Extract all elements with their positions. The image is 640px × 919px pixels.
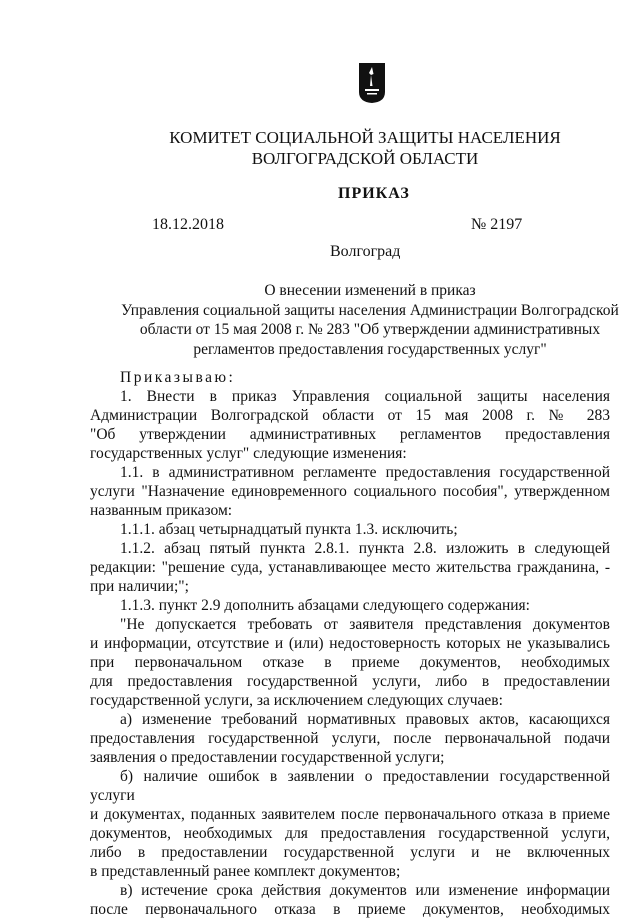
body-line: заявления о предоставлении государственной услуги; [90,749,445,766]
body-line: в представленный ранее комплект документов; [90,863,401,880]
body-line: предоставления государственной услуги, после первоначальной подачи [90,730,610,747]
body-line: для предоставления государственной услуги, либо в предоставлении [90,673,610,690]
body-line: 1.1. в административном регламенте предоставления государственной [120,464,610,481]
document-number: № 2197 [471,216,523,233]
body-line: 1. Внести в приказ Управления социальной защиты населения [120,388,610,405]
body-line: Администрации Волгоградской области от 15 мая 2008 г. № 283 [90,407,610,424]
org-line-1: КОМИТЕТ СОЦИАЛЬНОЙ ЗАЩИТЫ НАСЕЛЕНИЯ [169,128,561,147]
body-line: при наличии;"; [90,578,189,595]
subject-line-3: области от 15 мая 2008 г. № 283 "Об утверждении административных [139,321,601,338]
body-line: редакции: "решение суда, устанавливающее место жительства гражданина, - [90,559,610,576]
body-line: после первоначального отказа в приеме документов, необходимых [90,901,610,918]
coat-of-arms-icon [358,62,386,104]
body-line: либо в предоставлении государственной услуги и не включенных [90,844,610,861]
body-line: а) изменение требований нормативных правовых актов, касающихся [120,711,610,728]
body-line: названным приказом: [90,502,233,519]
body-line: государственной услуги, за исключением следующих случаев: [90,692,503,709]
document-subject [100,281,640,359]
document-type: ПРИКАЗ [338,185,410,202]
subject-line-4: регламентов предоставления государственных услуг" [193,340,547,358]
body-line: б) наличие ошибок в заявлении о предоставлении государственной услуги [90,768,610,804]
body-line: 1.1.2. абзац пятый пункта 2.8.1. пункта 2.8. изложить в следующей [120,540,610,557]
subject-line-1: О внесении изменений в приказ [264,282,476,299]
organization-name [0,127,640,169]
document-body [90,368,610,919]
document-city: Волгоград [330,243,401,260]
body-line: и документах, поданных заявителем после первоначального отказа в приеме [90,806,610,823]
subject-line-2: Управления социальной защиты населения Администрации Волгоградской [121,301,619,319]
body-line: "Не допускается требовать от заявителя представления документов [120,616,610,633]
body-line: "Об утверждении административных регламентов предоставления [90,426,610,443]
document-date: 18.12.2018 [152,216,224,233]
body-line: и информации, отсутствие и (или) недостоверность которых не указывались [90,635,610,652]
org-line-2: ВОЛГОГРАДСКОЙ ОБЛАСТИ [251,149,479,168]
body-line: 1.1.3. пункт 2.9 дополнить абзацами следующего содержания: [120,597,530,614]
body-line: при первоначальном отказе в приеме документов, необходимых [90,654,610,671]
body-line: в) истечение срока действия документов или изменение информации [120,882,610,899]
body-line: документов, необходимых для предоставления государственной услуги, [90,825,610,842]
body-line: услуги "Назначение единовременного социального пособия", утвержденном [90,483,610,500]
body-line: государственных услуг" следующие изменения: [90,445,407,462]
order-word: Приказываю: [120,369,236,386]
body-line: 1.1.1. абзац четырнадцатый пункта 1.3. исключить; [120,521,458,538]
